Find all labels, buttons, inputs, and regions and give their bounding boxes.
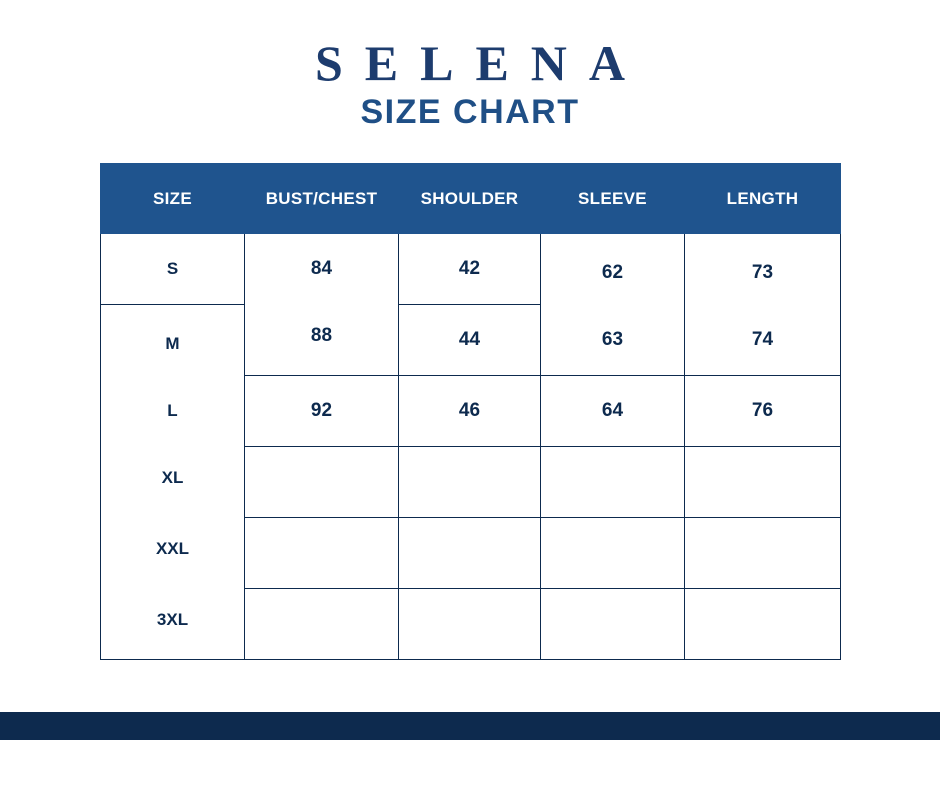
bottom-accent-bar (0, 712, 940, 740)
cell-shoulder: 44 (399, 305, 541, 376)
cell-shoulder (399, 518, 541, 589)
cell-sleeve (541, 518, 685, 589)
cell-sleeve (541, 589, 685, 660)
cell-bust (245, 447, 399, 518)
cell-shoulder: 42 (399, 234, 541, 305)
column-header-shoulder: SHOULDER (399, 164, 541, 234)
table-row (101, 234, 841, 305)
cell-bust: 92 (245, 376, 399, 447)
cell-sleeve: 64 (541, 376, 685, 447)
column-header-size: SIZE (101, 164, 245, 234)
cell-bust (245, 589, 399, 660)
table-row (101, 376, 841, 447)
cell-length (685, 589, 841, 660)
size-chart-table (100, 163, 841, 660)
cell-size: L (101, 376, 245, 447)
table-row (101, 447, 841, 518)
table-header-row (101, 164, 841, 234)
cell-shoulder (399, 447, 541, 518)
column-header-bust: BUST/CHEST (245, 164, 399, 234)
cell-shoulder: 46 (399, 376, 541, 447)
table-row (101, 589, 841, 660)
table-row (101, 305, 841, 376)
cell-size: XXL (101, 514, 245, 585)
cell-sleeve: 63 (541, 305, 685, 376)
cell-sleeve: 62 (541, 238, 685, 309)
column-header-length: LENGTH (685, 164, 841, 234)
cell-length: 76 (685, 376, 841, 447)
cell-size: XL (101, 443, 245, 514)
size-chart-table-container (100, 163, 840, 660)
cell-size: M (101, 309, 245, 380)
cell-length: 73 (685, 238, 841, 309)
cell-bust: 88 (245, 301, 399, 372)
brand-title: SELENA (314, 35, 648, 91)
cell-bust: 84 (245, 234, 399, 305)
column-header-sleeve: SLEEVE (541, 164, 685, 234)
table-row (101, 518, 841, 589)
cell-length (685, 518, 841, 589)
cell-bust (245, 518, 399, 589)
cell-shoulder (399, 589, 541, 660)
cell-size: 3XL (101, 585, 245, 656)
cell-sleeve (541, 447, 685, 518)
page-subtitle: SIZE CHART (360, 93, 580, 131)
cell-length: 74 (685, 305, 841, 376)
cell-length (685, 447, 841, 518)
cell-size: S (101, 234, 245, 305)
